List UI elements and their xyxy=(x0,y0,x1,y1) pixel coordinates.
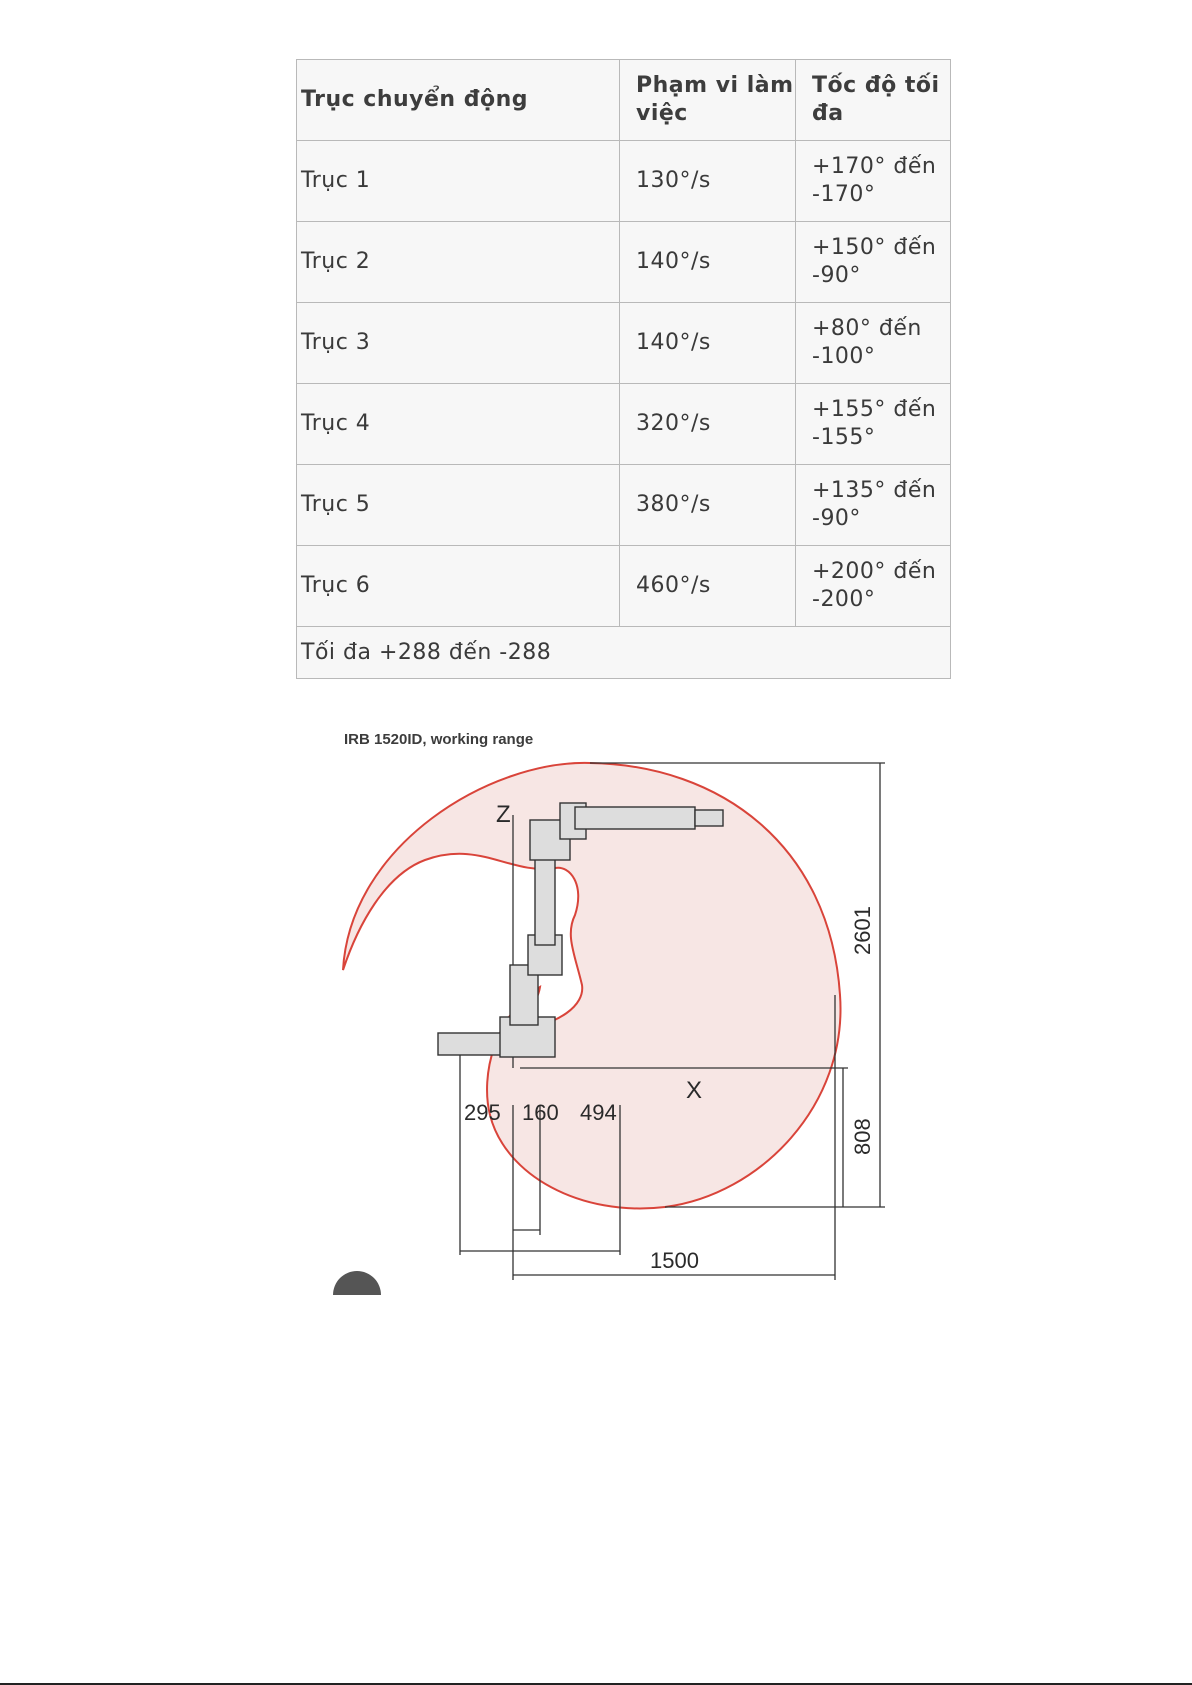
row-speed: +150° đến -90° xyxy=(796,222,951,303)
row-range: 130°/s xyxy=(620,141,796,222)
table-row xyxy=(297,222,951,303)
row-axis: Trục 5 xyxy=(297,465,620,546)
row-speed: +80° đến -100° xyxy=(796,303,951,384)
header-axis: Trục chuyển động xyxy=(297,60,620,141)
badge-icon xyxy=(333,1271,381,1295)
row-range: 140°/s xyxy=(620,303,796,384)
dim-295: 295 xyxy=(464,1100,501,1125)
working-envelope xyxy=(343,763,841,1209)
dim-1500: 1500 xyxy=(650,1248,699,1273)
dim-494: 494 xyxy=(580,1100,617,1125)
table-footer: Tối đa +288 đến -288 xyxy=(297,627,951,679)
dim-160: 160 xyxy=(522,1100,559,1125)
row-range: 460°/s xyxy=(620,546,796,627)
row-speed: +135° đến -90° xyxy=(796,465,951,546)
working-range-diagram xyxy=(330,725,910,1295)
row-range: 140°/s xyxy=(620,222,796,303)
table-header-row xyxy=(297,60,951,141)
z-axis-label: Z xyxy=(496,801,511,828)
dim-2601: 2601 xyxy=(850,906,875,955)
row-axis: Trục 4 xyxy=(297,384,620,465)
table-row xyxy=(297,303,951,384)
row-axis: Trục 6 xyxy=(297,546,620,627)
table-row xyxy=(297,546,951,627)
header-range: Phạm vi làm việc xyxy=(620,60,796,141)
row-speed: +155° đến -155° xyxy=(796,384,951,465)
row-axis: Trục 1 xyxy=(297,141,620,222)
table-row xyxy=(297,465,951,546)
row-range: 380°/s xyxy=(620,465,796,546)
row-axis: Trục 2 xyxy=(297,222,620,303)
specification-table xyxy=(296,59,951,679)
dim-808: 808 xyxy=(850,1118,875,1155)
header-speed: Tốc độ tối đa xyxy=(796,60,951,141)
diagram-title: IRB 1520ID, working range xyxy=(344,731,534,748)
x-axis-label: X xyxy=(686,1077,703,1104)
table-footer-row xyxy=(297,627,951,679)
row-range: 320°/s xyxy=(620,384,796,465)
row-speed: +200° đến -200° xyxy=(796,546,951,627)
table-row xyxy=(297,141,951,222)
row-axis: Trục 3 xyxy=(297,303,620,384)
table-row xyxy=(297,384,951,465)
row-speed: +170° đến -170° xyxy=(796,141,951,222)
